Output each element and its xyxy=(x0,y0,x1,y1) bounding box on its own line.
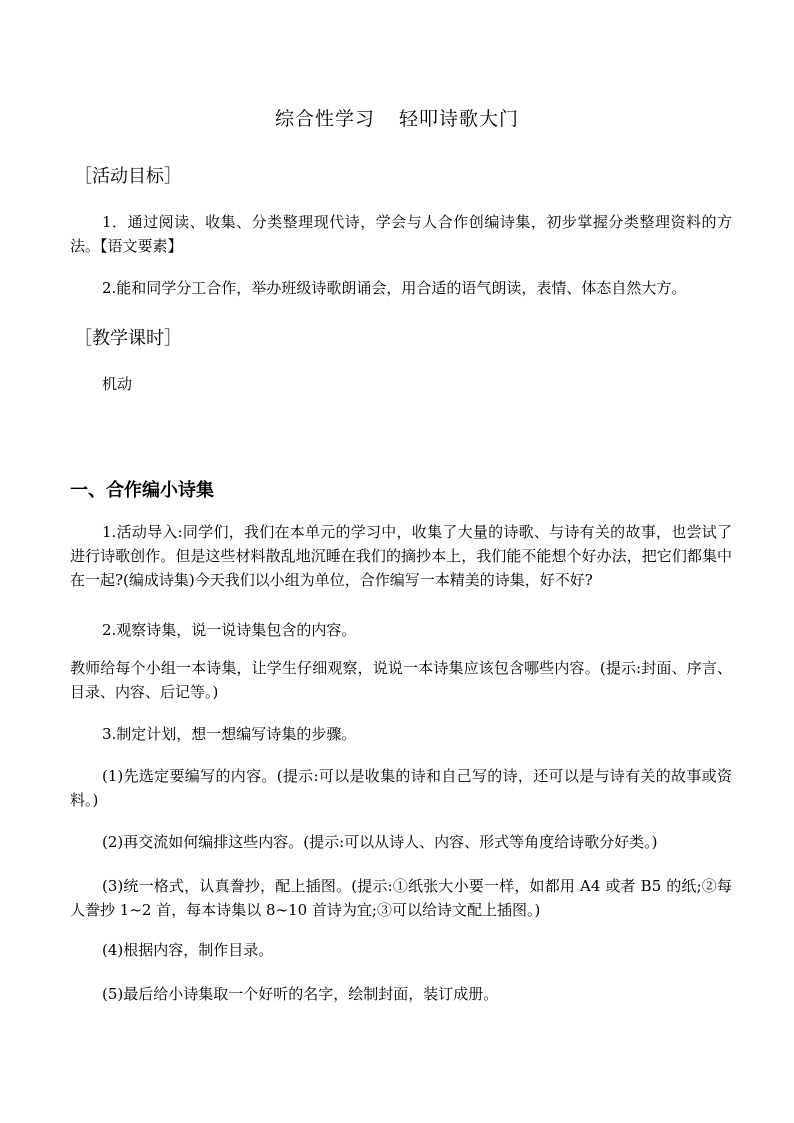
goal-1-paragraph: 1．通过阅读、收集、分类整理现代诗，学会与人合作创编诗集，初步掌握分类整理资料的方法。【语文要素】 xyxy=(70,213,732,255)
title-part-1: 综合性学习 xyxy=(274,108,375,130)
goals-heading: ［活动目标］ xyxy=(74,166,182,187)
sub-step-5-paragraph: (5)最后给小诗集取一个好听的名字，绘制封面，装订成册。 xyxy=(102,985,499,1003)
step-3-paragraph: 3.制定计划，想一想编写诗集的步骤。 xyxy=(102,725,357,743)
goal-2-paragraph: 2.能和同学分工合作，举办班级诗歌朗诵会，用合适的语气朗读，表情、体态自然大方。 xyxy=(102,279,687,297)
document-title xyxy=(0,104,794,131)
sub-step-3-paragraph: (3)统一格式，认真誊抄，配上插图。(提示:①纸张大小要一样，如都用 A4 或者 B5 的纸;②每人誊抄 1~2 首，每本诗集以 8~10 首诗为宜;③可以给诗文配上插图。) xyxy=(70,877,732,919)
title-part-2: 轻叩诗歌大门 xyxy=(399,108,520,130)
part-1-heading: 一、合作编小诗集 xyxy=(70,480,214,501)
step-1-paragraph: 1.活动导入:同学们，我们在本单元的学习中，收集了大量的诗歌、与诗有关的故事，也尝试了进行诗歌创作。但是这些材料散乱地沉睡在我们的摘抄本上，我们能不能想个好办法，把它们都集中在一起?(编成诗集)今天我们以小组为单位，合作编写一本精美的诗集，好不好? xyxy=(70,523,732,589)
step-2-paragraph: 2.观察诗集，说一说诗集包含的内容。 xyxy=(102,621,357,639)
sub-step-4-paragraph: (4)根据内容，制作目录。 xyxy=(102,941,274,959)
sub-step-2-paragraph: (2)再交流如何编排这些内容。(提示:可以从诗人、内容、形式等角度给诗歌分好类。) xyxy=(102,833,658,851)
hours-heading: ［教学课时］ xyxy=(74,328,182,349)
step-2-detail-paragraph: 教师给每个小组一本诗集，让学生仔细观察，说说一本诗集应该包含哪些内容。(提示:封面、序言、目录、内容、后记等。) xyxy=(70,659,732,701)
sub-step-1-paragraph: (1)先选定要编写的内容。(提示:可以是收集的诗和自己写的诗，还可以是与诗有关的故事或资料。) xyxy=(70,767,732,809)
hours-value: 机动 xyxy=(102,375,133,393)
